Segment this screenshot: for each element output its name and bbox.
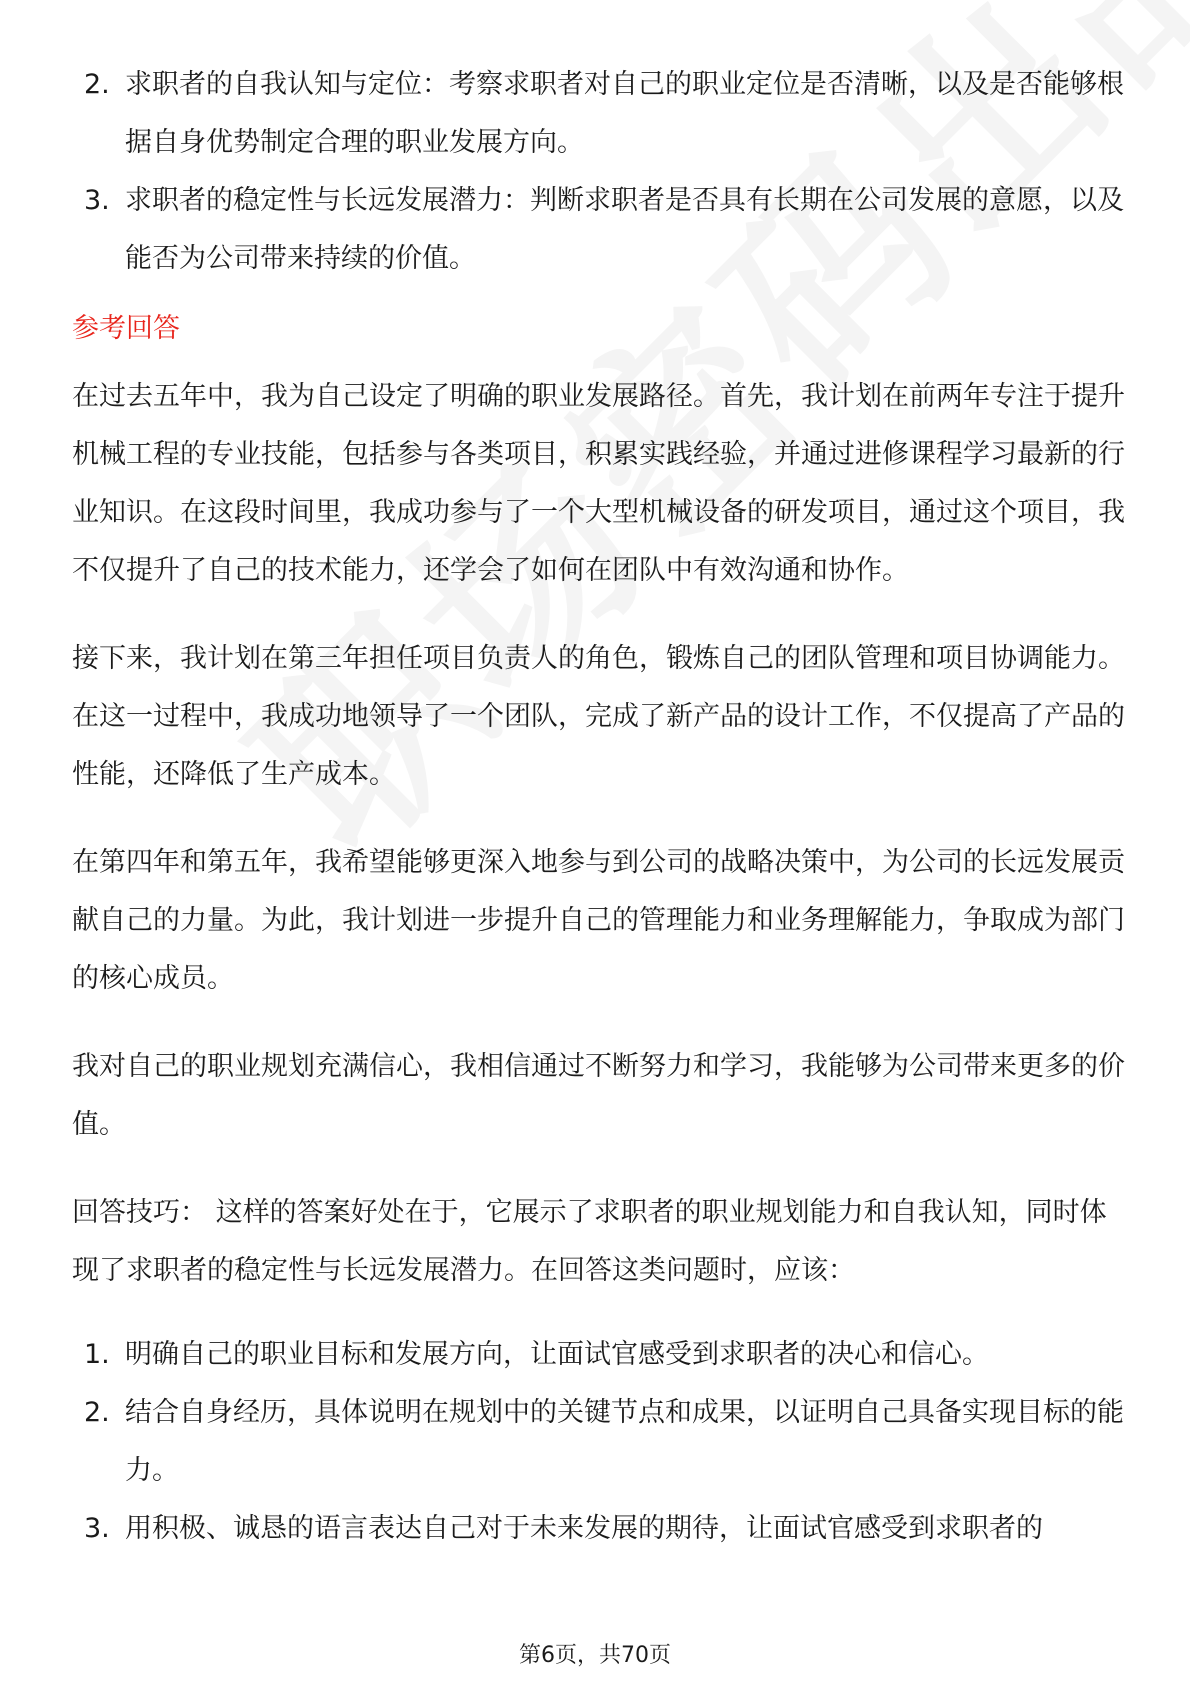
answer-paragraph: 在第四年和第五年，我希望能够更深入地参与到公司的战略决策中，为公司的长远发展贡献自己的力量。为此，我计划进一步提升自己的管理能力和业务理解能力，争取成为部门的核心成员。 — [72, 847, 1125, 994]
page-footer: 第6页，共70页 — [519, 1643, 671, 1668]
list-text: 求职者的自我认知与定位：考察求职者对自己的职业定位是否清晰，以及是否能够根据自身优势制定合理的职业发展方向。 — [125, 69, 1124, 158]
list-text: 结合自身经历，具体说明在规划中的关键节点和成果，以证明自己具备实现目标的能力。 — [125, 1397, 1124, 1486]
answer-paragraph: 接下来，我计划在第三年担任项目负责人的角色，锻炼自己的团队管理和项目协调能力。在这一过程中，我成功地领导了一个团队，完成了新产品的设计工作，不仅提高了产品的性能，还降低了生产成本。 — [72, 643, 1125, 790]
list-item — [72, 1500, 1132, 1558]
document-body — [72, 56, 1132, 1558]
list-item — [72, 1326, 1132, 1384]
section-heading: 参考回答 — [72, 313, 180, 344]
list-number: 3. — [84, 1513, 110, 1544]
list-item — [72, 56, 1132, 172]
list-text: 明确自己的职业目标和发展方向，让面试官感受到求职者的决心和信心。 — [125, 1339, 989, 1370]
answer-paragraph: 在过去五年中，我为自己设定了明确的职业发展路径。首先，我计划在前两年专注于提升机械工程的专业技能，包括参与各类项目，积累实践经验，并通过进修课程学习最新的行业知识。在这段时间里，我成功参与了一个大型机械设备的研发项目，通过这个项目，我不仅提升了自己的技术能力，还学会了如何在团队中有效沟通和协作。 — [72, 381, 1125, 586]
criteria-list — [72, 56, 1132, 288]
list-number: 2. — [84, 1397, 110, 1428]
list-number: 2. — [84, 69, 110, 100]
list-text: 用积极、诚恳的语言表达自己对于未来发展的期待，让面试官感受到求职者的 — [125, 1513, 1043, 1544]
list-item — [72, 172, 1132, 288]
answer-paragraph: 我对自己的职业规划充满信心，我相信通过不断努力和学习，我能够为公司带来更多的价值。 — [72, 1051, 1125, 1140]
list-item — [72, 1384, 1132, 1500]
tips-intro: 回答技巧： 这样的答案好处在于，它展示了求职者的职业规划能力和自我认知，同时体现了求职者的稳定性与长远发展潜力。在回答这类问题时，应该： — [72, 1197, 1107, 1286]
list-number: 3. — [84, 185, 110, 216]
list-text: 求职者的稳定性与长远发展潜力：判断求职者是否具有长期在公司发展的意愿，以及能否为公司带来持续的价值。 — [125, 185, 1124, 274]
tips-list — [72, 1326, 1132, 1558]
list-number: 1. — [84, 1339, 110, 1370]
